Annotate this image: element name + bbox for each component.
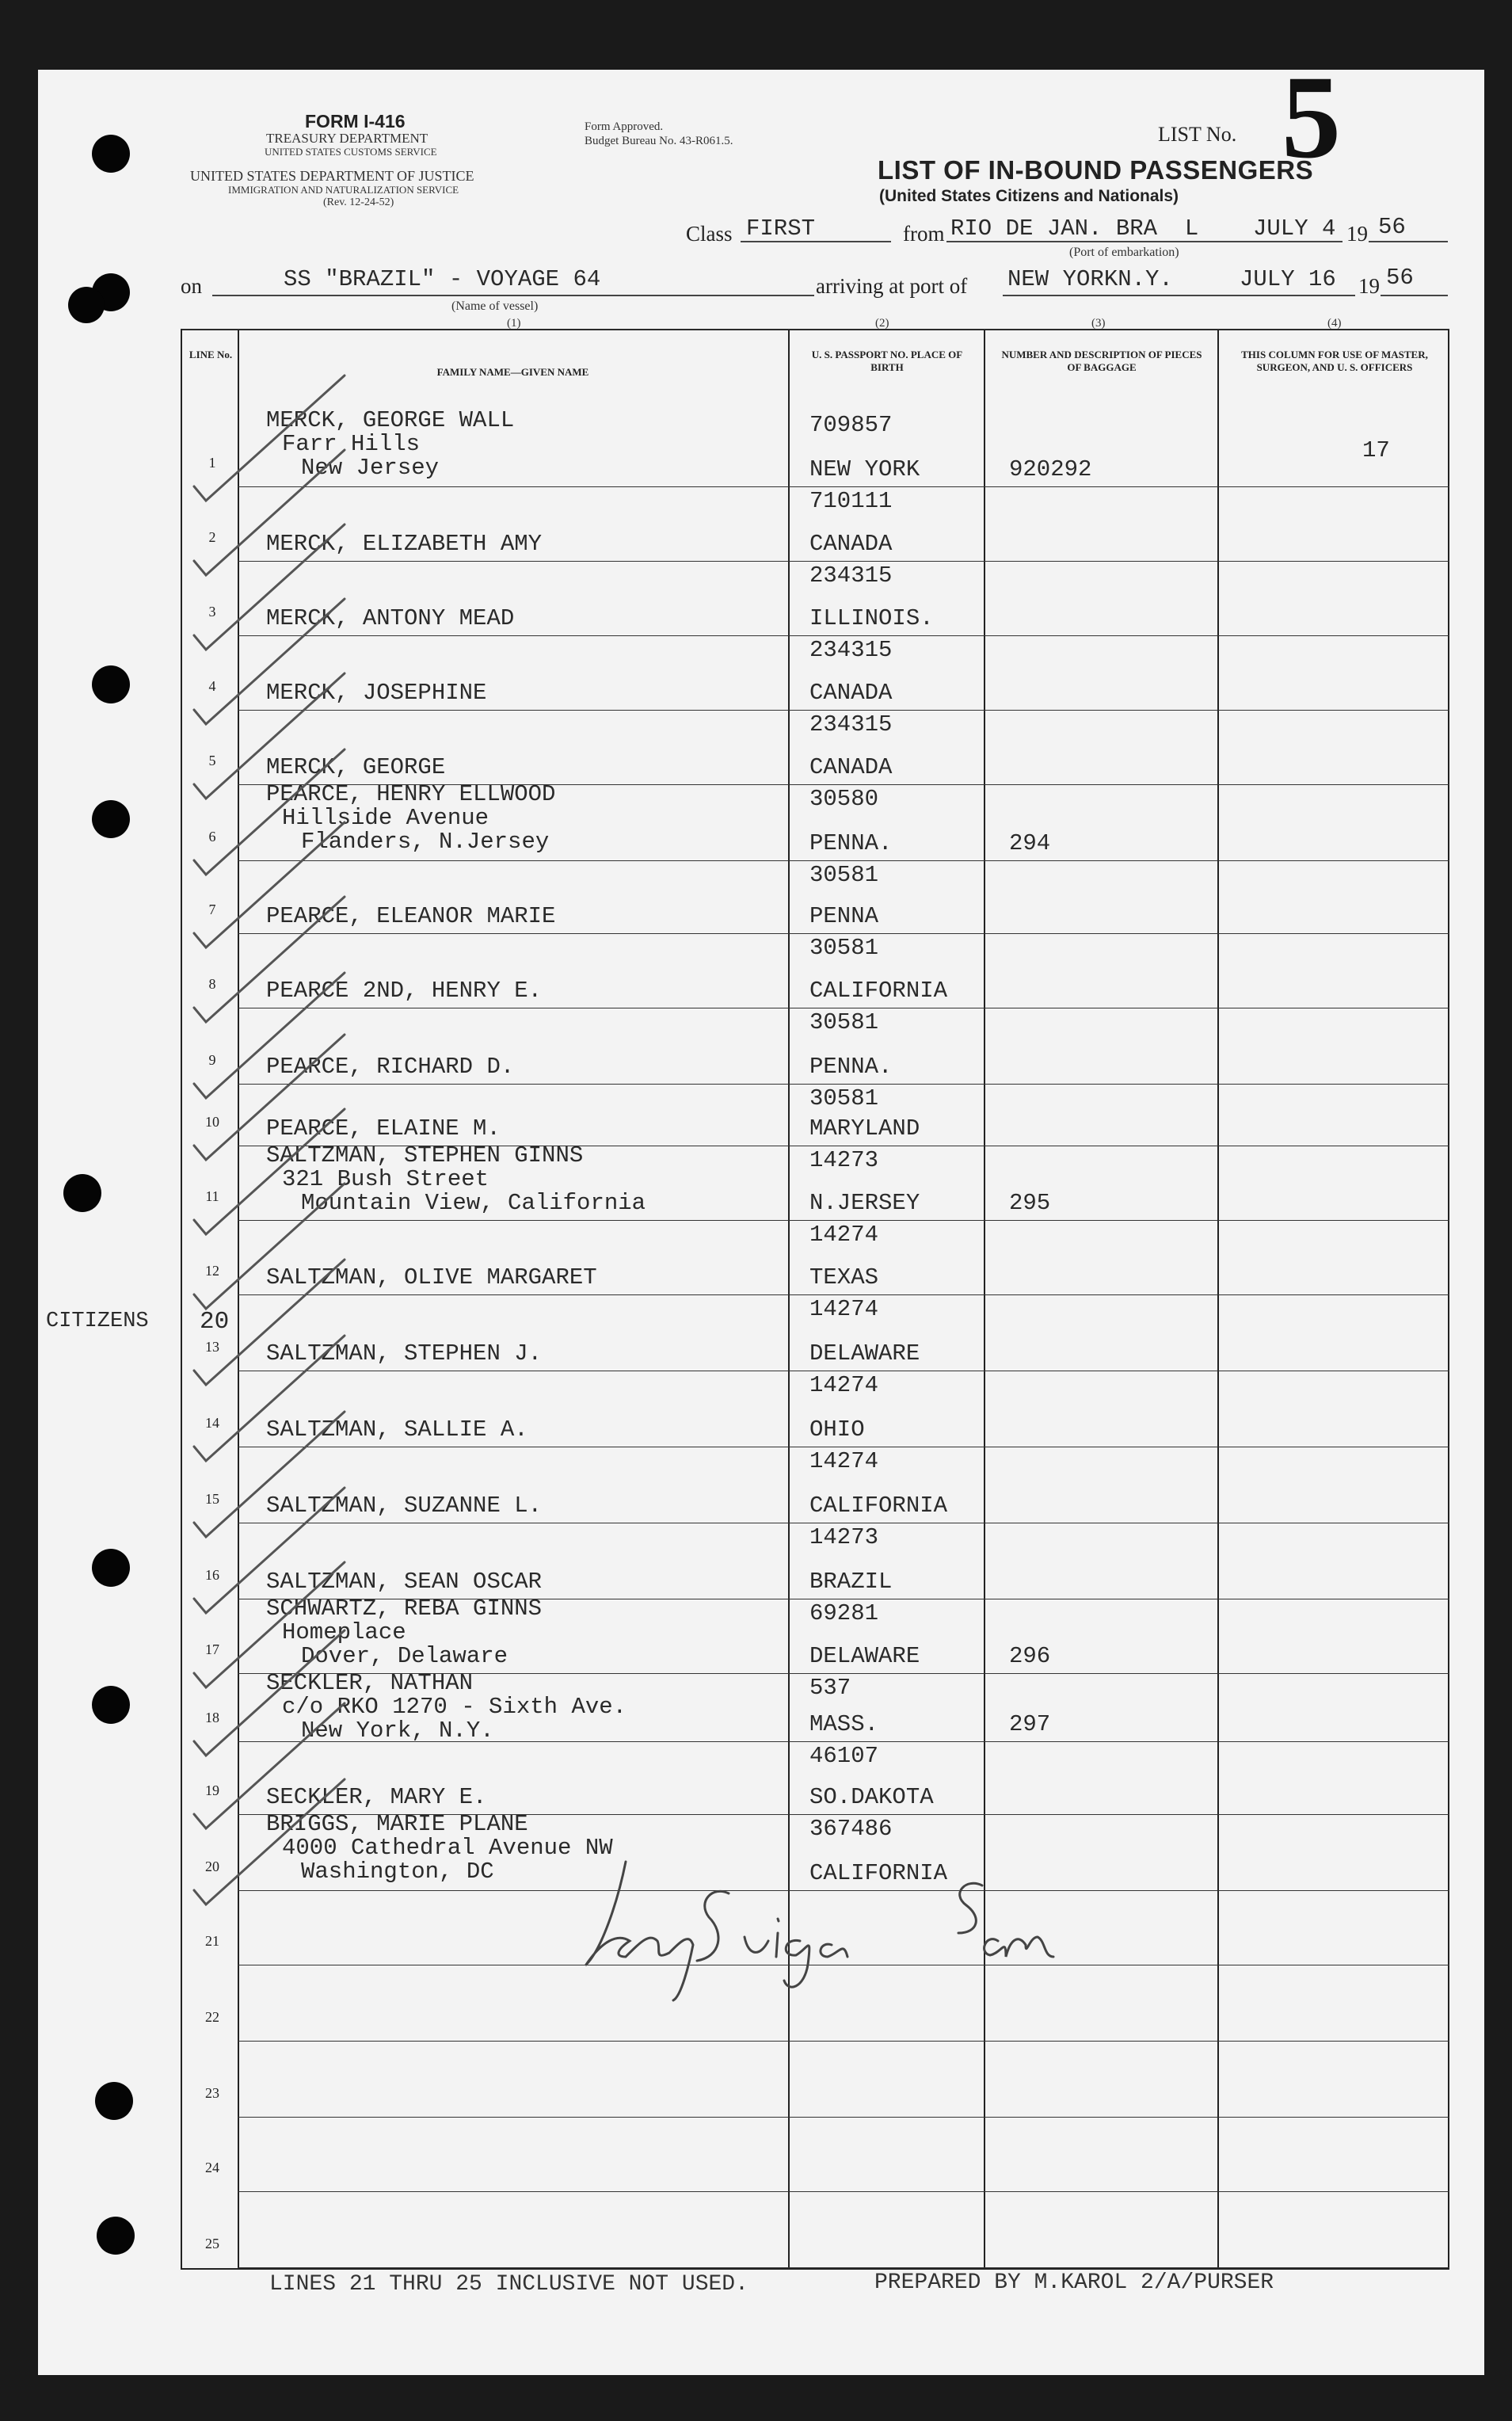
passport-number: 710111 [809, 488, 893, 514]
form-approved: Form Approved. [585, 120, 664, 133]
punch-hole [92, 1686, 130, 1724]
line-number: 21 [205, 1933, 219, 1949]
passport-number: 14273 [809, 1524, 879, 1550]
line-number: 20 [205, 1859, 219, 1874]
passenger-address-line2: Mountain View, California [301, 1190, 646, 1216]
prepared-by: PREPARED BY M.KAROL 2/A/PURSER [874, 2270, 1274, 2295]
punch-hole [95, 2082, 133, 2120]
line-number: 16 [205, 1567, 219, 1583]
passport-number: 234315 [809, 711, 893, 738]
passenger-name: MERCK, ANTONY MEAD [266, 605, 515, 631]
passport-number: 30581 [809, 935, 879, 961]
passenger-address-line1: Hillside Avenue [282, 805, 489, 831]
baggage-number: 294 [1009, 830, 1051, 856]
list-number: 5 [1282, 51, 1341, 183]
vessel-name-label: (Name of vessel) [451, 299, 539, 313]
place-of-birth: CANADA [809, 531, 893, 557]
place-of-birth: PENNA. [809, 1054, 893, 1080]
line-number: 22 [205, 2009, 219, 2025]
passport-number: 14274 [809, 1448, 879, 1474]
punch-hole [63, 1174, 101, 1212]
passenger-name: SALTZMAN, STEPHEN GINNS [266, 1142, 584, 1169]
col-head-line: LINE No. [189, 349, 233, 360]
passenger-address-line1: 4000 Cathedral Avenue NW [282, 1835, 613, 1861]
place-of-birth: BRAZIL [809, 1569, 893, 1595]
passenger-name: PEARCE 2ND, HENRY E. [266, 978, 543, 1004]
line-number: 25 [205, 2236, 219, 2251]
place-of-birth: CANADA [809, 754, 893, 780]
passenger-name: PEARCE, RICHARD D. [266, 1054, 515, 1080]
passenger-address-line2: New York, N.Y. [301, 1718, 494, 1744]
passenger-address-line2: New Jersey [301, 455, 440, 481]
vessel-name: SS "BRAZIL" - VOYAGE 64 [284, 266, 601, 292]
punch-hole [92, 1549, 130, 1587]
passenger-name: SALTZMAN, SUZANNE L. [266, 1493, 543, 1519]
place-of-birth: N.JERSEY [809, 1190, 920, 1216]
passport-number: 69281 [809, 1600, 879, 1626]
form-revision: (Rev. 12-24-52) [323, 196, 394, 208]
class-value: FIRST [746, 215, 816, 242]
from-year: 56 [1378, 214, 1406, 240]
passenger-name: PEARCE, ELEANOR MARIE [266, 903, 556, 929]
passenger-name: PEARCE, HENRY ELLWOOD [266, 781, 556, 807]
treasury-dept: TREASURY DEPARTMENT [266, 131, 428, 146]
baggage-number: 297 [1009, 1711, 1051, 1737]
passenger-name: MERCK, GEORGE [266, 754, 446, 780]
arrival-year-prefix: 19 [1358, 274, 1380, 298]
form-number: FORM I-416 [305, 111, 406, 132]
passport-number: 537 [809, 1675, 851, 1701]
passport-number: 367486 [809, 1816, 893, 1842]
punch-hole [92, 665, 130, 703]
place-of-birth: PENNA [809, 903, 879, 929]
passenger-address-line1: 321 Bush Street [282, 1166, 489, 1192]
col-num-3: (3) [1091, 317, 1106, 330]
place-of-birth: DELAWARE [809, 1643, 920, 1669]
col-num-4: (4) [1327, 317, 1342, 330]
passenger-address-line2: Flanders, N.Jersey [301, 829, 550, 855]
passenger-name: SALTZMAN, OLIVE MARGARET [266, 1264, 597, 1291]
place-of-birth: CALIFORNIA [809, 1860, 948, 1886]
line-number: 24 [205, 2160, 219, 2175]
line-number: 12 [205, 1263, 219, 1279]
passenger-name: MERCK, ELIZABETH AMY [266, 531, 543, 557]
punch-hole [92, 135, 130, 173]
port-embark-label: (Port of embarkation) [1069, 246, 1179, 259]
officer-note: 17 [1362, 437, 1390, 463]
list-subtitle: (United States Citizens and Nationals) [879, 187, 1179, 205]
passenger-address-line1: Farr Hills [282, 431, 421, 457]
class-label: Class [686, 222, 733, 246]
place-of-birth: CALIFORNIA [809, 978, 948, 1004]
place-of-birth: ILLINOIS. [809, 605, 934, 631]
passport-number: 234315 [809, 637, 893, 663]
passenger-name: SECKLER, MARY E. [266, 1784, 487, 1810]
citizens-label: CITIZENS [46, 1310, 149, 1333]
place-of-birth: TEXAS [809, 1264, 879, 1291]
check-mark-icon [182, 1771, 356, 1914]
punch-hole [97, 2217, 135, 2255]
passenger-name: BRIGGS, MARIE PLANE [266, 1811, 528, 1837]
col-head-officers: THIS COLUMN FOR USE OF MASTER, SURGEON, AND U. S. OFFICERS [1241, 349, 1428, 373]
place-of-birth: SO.DAKOTA [809, 1784, 934, 1810]
line-number: 13 [205, 1339, 219, 1355]
passenger-name: SALTZMAN, SEAN OSCAR [266, 1569, 543, 1595]
col-num-1: (1) [507, 317, 521, 330]
passenger-address-line2: Washington, DC [301, 1859, 494, 1885]
line-number: 3 [208, 604, 216, 620]
line-number: 11 [205, 1188, 219, 1204]
passport-number: 14274 [809, 1372, 879, 1398]
place-of-birth: OHIO [809, 1416, 865, 1443]
line-number: 17 [205, 1641, 219, 1657]
passport-number: 30581 [809, 1009, 879, 1035]
baggage-number: 920292 [1009, 456, 1092, 482]
list-title: LIST OF IN-BOUND PASSENGERS [878, 155, 1314, 185]
citizens-count: 20 [200, 1308, 230, 1336]
budget-bureau: Budget Bureau No. 43-R061.5. [585, 135, 733, 147]
place-of-birth: CALIFORNIA [809, 1493, 948, 1519]
list-no-label: LIST No. [1158, 123, 1237, 146]
passenger-name: SCHWARTZ, REBA GINNS [266, 1596, 543, 1622]
place-of-birth: DELAWARE [809, 1340, 920, 1367]
col-head-name: FAMILY NAME—GIVEN NAME [436, 366, 589, 378]
line-number: 15 [205, 1491, 219, 1507]
baggage-number: 296 [1009, 1643, 1051, 1669]
line-number: 1 [208, 455, 216, 471]
passport-number: 14274 [809, 1296, 879, 1322]
place-of-birth: PENNA. [809, 830, 893, 856]
place-of-birth: MARYLAND [809, 1115, 920, 1142]
line-number: 8 [208, 976, 216, 992]
passport-number: 30581 [809, 862, 879, 888]
unused-lines-note: LINES 21 THRU 25 INCLUSIVE NOT USED. [269, 2272, 748, 2297]
from-label: from [903, 222, 945, 246]
line-number: 18 [205, 1710, 219, 1725]
passport-number: 30580 [809, 786, 879, 812]
passport-number: 30581 [809, 1085, 879, 1111]
from-year-prefix: 19 [1346, 222, 1368, 246]
ins-service: IMMIGRATION AND NATURALIZATION SERVICE [228, 184, 459, 196]
arriving-label: arriving at port of [816, 274, 968, 298]
from-port: RIO DE JAN. BRA L [950, 215, 1199, 242]
line-number: 4 [208, 678, 216, 694]
line-number: 5 [208, 753, 216, 768]
arrival-date: JULY 16 [1240, 266, 1336, 292]
passport-number: 234315 [809, 562, 893, 589]
passport-number: 709857 [809, 412, 893, 438]
on-label: on [181, 274, 202, 298]
col-head-passport: U. S. PASSPORT NO. PLACE OF BIRTH [811, 349, 963, 373]
arrival-year: 56 [1386, 265, 1414, 291]
customs-service: UNITED STATES CUSTOMS SERVICE [265, 146, 437, 158]
passenger-name: MERCK, GEORGE WALL [266, 407, 515, 433]
place-of-birth: MASS. [809, 1711, 879, 1737]
col-num-2: (2) [875, 317, 889, 330]
line-number: 6 [208, 829, 216, 844]
passenger-name: SECKLER, NATHAN [266, 1670, 474, 1696]
line-number: 14 [205, 1415, 219, 1431]
passenger-name: SALTZMAN, SALLIE A. [266, 1416, 528, 1443]
passenger-name: MERCK, JOSEPHINE [266, 680, 487, 706]
line-number: 2 [208, 529, 216, 545]
passenger-name: SALTZMAN, STEPHEN J. [266, 1340, 543, 1367]
punch-hole [92, 800, 130, 838]
passenger-name: PEARCE, ELAINE M. [266, 1115, 501, 1142]
line-number: 7 [208, 902, 216, 917]
baggage-number: 295 [1009, 1190, 1051, 1216]
passenger-address-line1: c/o RKO 1270 - Sixth Ave. [282, 1694, 627, 1720]
line-number: 19 [205, 1782, 219, 1798]
line-number: 9 [208, 1052, 216, 1068]
passenger-address-line1: Homeplace [282, 1619, 406, 1645]
place-of-birth: CANADA [809, 680, 893, 706]
col-head-baggage: NUMBER AND DESCRIPTION OF PIECES OF BAGGAGE [1001, 349, 1202, 373]
punch-hole [68, 287, 105, 323]
line-number: 10 [205, 1114, 219, 1130]
passport-number: 14274 [809, 1222, 879, 1248]
place-of-birth: NEW YORK [809, 456, 920, 482]
passenger-address-line2: Dover, Delaware [301, 1643, 508, 1669]
arrival-port: NEW YORKN.Y. [1007, 266, 1173, 292]
inspector-signature [570, 1846, 1093, 2004]
passport-number: 14273 [809, 1147, 879, 1173]
passport-number: 46107 [809, 1743, 879, 1769]
justice-dept: UNITED STATES DEPARTMENT OF JUSTICE [190, 168, 474, 184]
line-number: 23 [205, 2085, 219, 2101]
from-date: JULY 4 [1253, 215, 1336, 242]
